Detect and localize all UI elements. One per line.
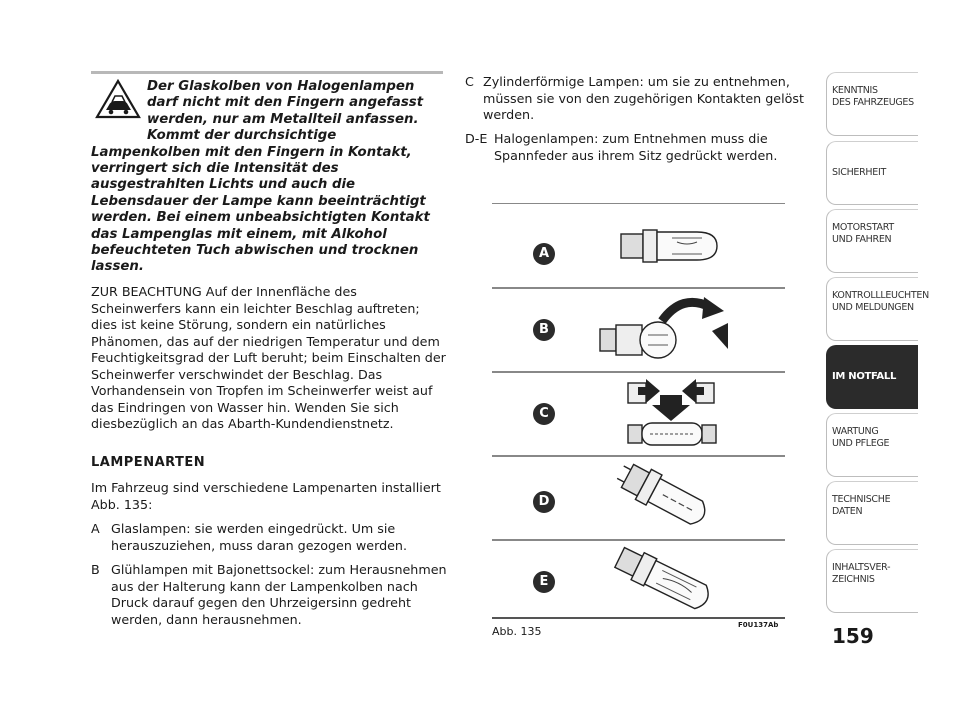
tab-im-notfall[interactable] [826, 345, 918, 409]
item-letter: D-E [465, 131, 488, 146]
item-text: Zylinderförmige Lampen: um sie zu entnehmen, müssen sie von den zugehörigen Kontakten gelöst werden. [483, 74, 804, 122]
tab-label: SICHERHEIT [832, 167, 886, 178]
item-text: Glaslampen: sie werden eingedrückt. Um sie herauszuziehen, muss daran gezogen werden. [111, 521, 408, 553]
figure-bottom-rule [492, 617, 785, 619]
badge-c: C [533, 403, 555, 425]
lamp-types-figure [492, 203, 785, 621]
tab-label: KENNTNIS DES FAHRZEUGES [832, 85, 914, 108]
badge-a: A [533, 243, 555, 265]
panel-e [492, 539, 785, 621]
halogen-lamp-d-icon [604, 459, 734, 537]
cylindrical-lamp-icon [620, 377, 730, 453]
item-letter: B [91, 562, 100, 577]
glass-lamp-icon [617, 216, 737, 276]
notice-paragraph: ZUR BEACHTUNG Auf der Innenfläche des Scheinwerfers kann ein leichter Beschlag auftreten; dies ist keine Störung, sondern ein natürliches Phänomen, das auf der niedrigen Temperatur und dem Feuchtigkeitsgrad der Luft beruht; beim Einschalten der Scheinwerfer verschwindet der Beschlag. Das Vorhandensein von Tropfen im Scheinwerfer weist auf das Eindringen von Wasser hin. Wenden Sie sich diesbezüglich an das Abarth-Kundendienstnetz. [91, 284, 446, 431]
warning-top-rule [91, 71, 443, 74]
badge-e: E [533, 571, 555, 593]
tab-wartung[interactable] [826, 413, 918, 477]
figure-caption: Abb. 135 [492, 625, 542, 638]
tab-label: TECHNISCHE DATEN [832, 494, 891, 517]
figure-code: F0U137Ab [738, 621, 779, 629]
panel-a [492, 203, 785, 285]
badge-d: D [533, 491, 555, 513]
list-item-de [465, 131, 805, 165]
warning-text: Der Glaskolben von Halogenlampen darf nicht mit den Fingern angefasst werden, nur am Metallteil anfassen. Kommt der durchsichtige Lampenkolben mit den Fingern in Kontakt, verringert sich die Intensität des ausgestrahlten Lichts und auch die Lebensdauer der Lampe kann beeinträchtigt werden. Bei einem unbeabsichtigten Kontakt das Lampenglas mit einem, mit Alkohol befeuchteten Tuch abwischen und trocknen lassen. [91, 79, 430, 275]
item-text: Halogenlampen: zum Entnehmen muss die Spannfeder aus ihrem Sitz gedrückt werden. [494, 131, 778, 163]
section-heading: LAMPENARTEN [91, 455, 206, 470]
list-item-b [91, 562, 447, 628]
item-text: Glühlampen mit Bajonettsockel: zum Herausnehmen aus der Halterung kann der Lampenkolben nach Druck darauf gegen den Uhrzeigersinn gedreht werden, dann herausnehmen. [111, 562, 447, 627]
warning-text-block [91, 79, 447, 276]
halogen-lamp-e-icon [600, 543, 740, 621]
item-letter: A [91, 521, 100, 536]
tab-label: INHALTSVER- ZEICHNIS [832, 562, 891, 585]
intro-paragraph: Im Fahrzeug sind verschiedene Lampenarten installiert Abb. 135: [91, 480, 441, 512]
tab-label: MOTORSTART UND FAHREN [832, 222, 894, 245]
list-item-a [91, 521, 447, 555]
tab-technische-daten[interactable] [826, 481, 918, 545]
tab-kenntnis[interactable] [826, 72, 918, 136]
panel-d [492, 455, 785, 537]
bayonet-lamp-icon [592, 291, 742, 371]
tab-label: WARTUNG UND PFLEGE [832, 426, 890, 449]
tab-label: IM NOTFALL [832, 371, 897, 382]
panel-c [492, 371, 785, 453]
badge-b: B [533, 319, 555, 341]
tab-sicherheit[interactable] [826, 141, 918, 205]
tab-motorstart[interactable] [826, 209, 918, 273]
panel-b [492, 287, 785, 369]
list-item-c [465, 74, 805, 124]
tab-label: KONTROLLLEUCHTEN UND MELDUNGEN [832, 290, 929, 313]
page-number: 159 [832, 624, 874, 648]
item-letter: C [465, 74, 474, 89]
tab-inhaltsverzeichnis[interactable] [826, 549, 918, 613]
tab-kontrollleuchten[interactable] [826, 277, 929, 341]
